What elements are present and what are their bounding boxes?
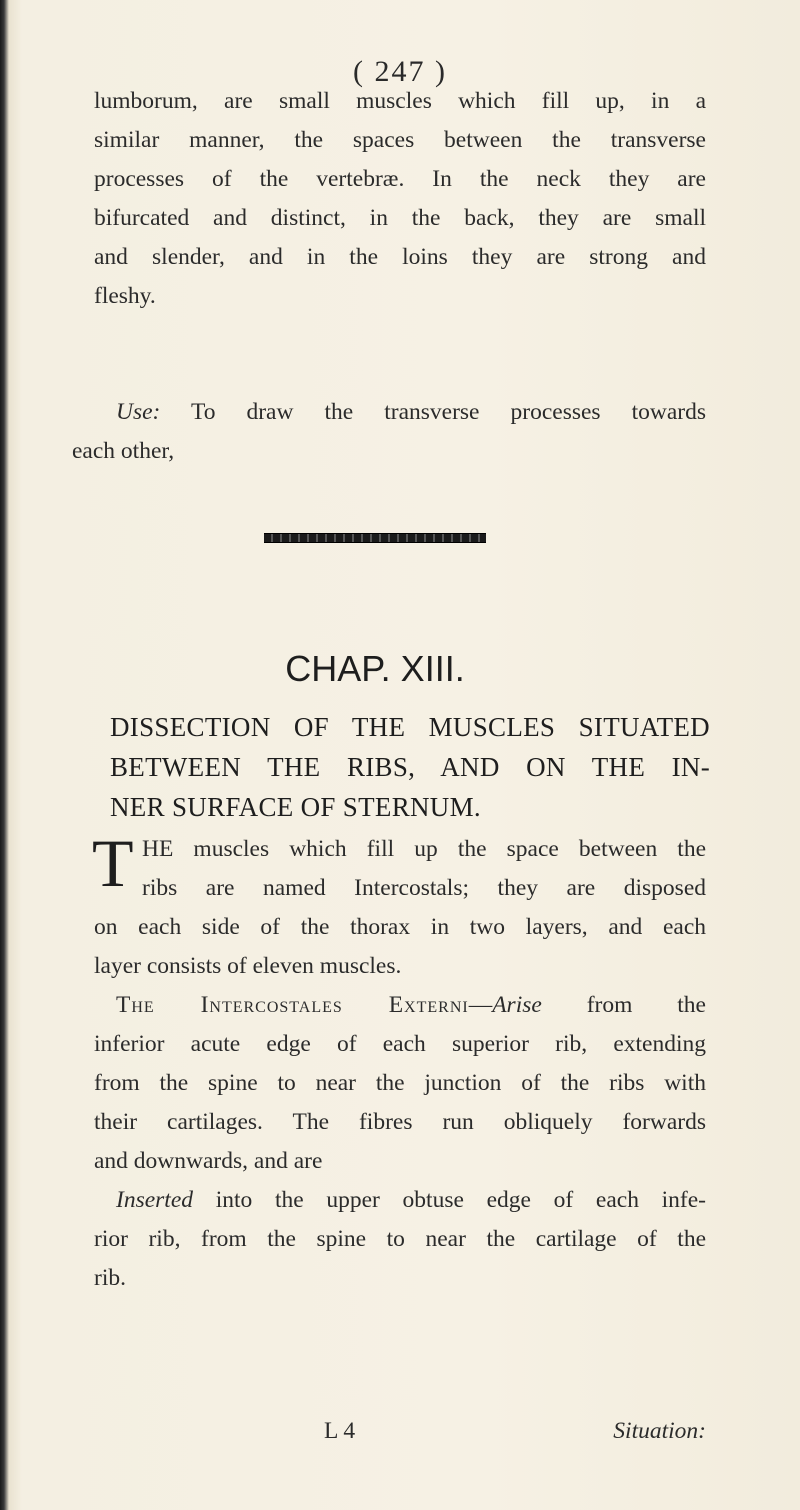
page-number: ( 247 ) — [353, 55, 447, 88]
intro-paragraph — [92, 825, 706, 986]
use-paragraph — [72, 393, 706, 471]
ornamental-rule — [264, 533, 486, 543]
inserted-paragraph — [94, 1181, 706, 1298]
text-line: fleshy. — [94, 283, 156, 309]
text-line: and downwards, and are — [94, 1148, 323, 1174]
use-label: Use: — [116, 399, 161, 425]
text-line: ribs are named Intercostals; they are disposed — [142, 875, 706, 901]
chapter-heading-line: DISSECTION OF THE MUSCLES SITUATED — [110, 712, 710, 742]
text-line: from the spine to near the junction of the ribs with — [94, 1070, 706, 1096]
signature-mark: L 4 — [324, 1418, 356, 1444]
text-line: their cartilages. The fibres run obliquely forwards — [94, 1109, 706, 1135]
inserted-text: into the upper obtuse edge of each infe- — [193, 1187, 706, 1213]
text-line: processes of the vertebræ. In the neck they are — [94, 166, 706, 192]
text-line: on each side of the thorax in two layers, and each — [94, 914, 706, 940]
text-line — [94, 393, 706, 432]
chapter-heading-line: BETWEEN THE RIBS, AND ON THE IN- — [110, 752, 710, 782]
intercostales-paragraph — [94, 986, 706, 1181]
text-line — [94, 1181, 706, 1220]
muscle-name: The Intercostales Externi — [116, 992, 469, 1018]
inserted-label: Inserted — [116, 1187, 194, 1213]
text-line: layer consists of eleven muscles. — [94, 953, 402, 979]
text-line: and slender, and in the loins they are strong and — [94, 244, 706, 270]
chapter-title: CHAP. XIII. — [285, 648, 465, 689]
chapter-heading-line: NER SURFACE OF STERNUM. — [110, 792, 481, 822]
drop-cap: T — [92, 825, 134, 901]
text-line: similar manner, the spaces between the transverse — [94, 127, 706, 153]
text-line: inferior acute edge of each superior rib, extending — [94, 1031, 706, 1057]
text-line: HE muscles which fill up the space between the — [142, 836, 706, 862]
text-line: lumborum, are small muscles which fill up, in a — [94, 88, 706, 114]
top-paragraph — [94, 82, 706, 316]
text-line: rior rib, from the spine to near the cartilage of the — [94, 1226, 706, 1252]
arise-text: from the — [541, 992, 706, 1018]
text-line: The Intercostales Externi—Arise from the — [116, 992, 706, 1018]
catchword: Situation: — [613, 1418, 706, 1444]
text-line: bifurcated and distinct, in the back, they are small — [94, 205, 706, 231]
arise-label: Arise — [492, 992, 542, 1018]
text-line: rib. — [94, 1265, 126, 1291]
text-line: each other, — [72, 438, 175, 464]
use-text: To draw the transverse processes towards — [160, 399, 706, 425]
